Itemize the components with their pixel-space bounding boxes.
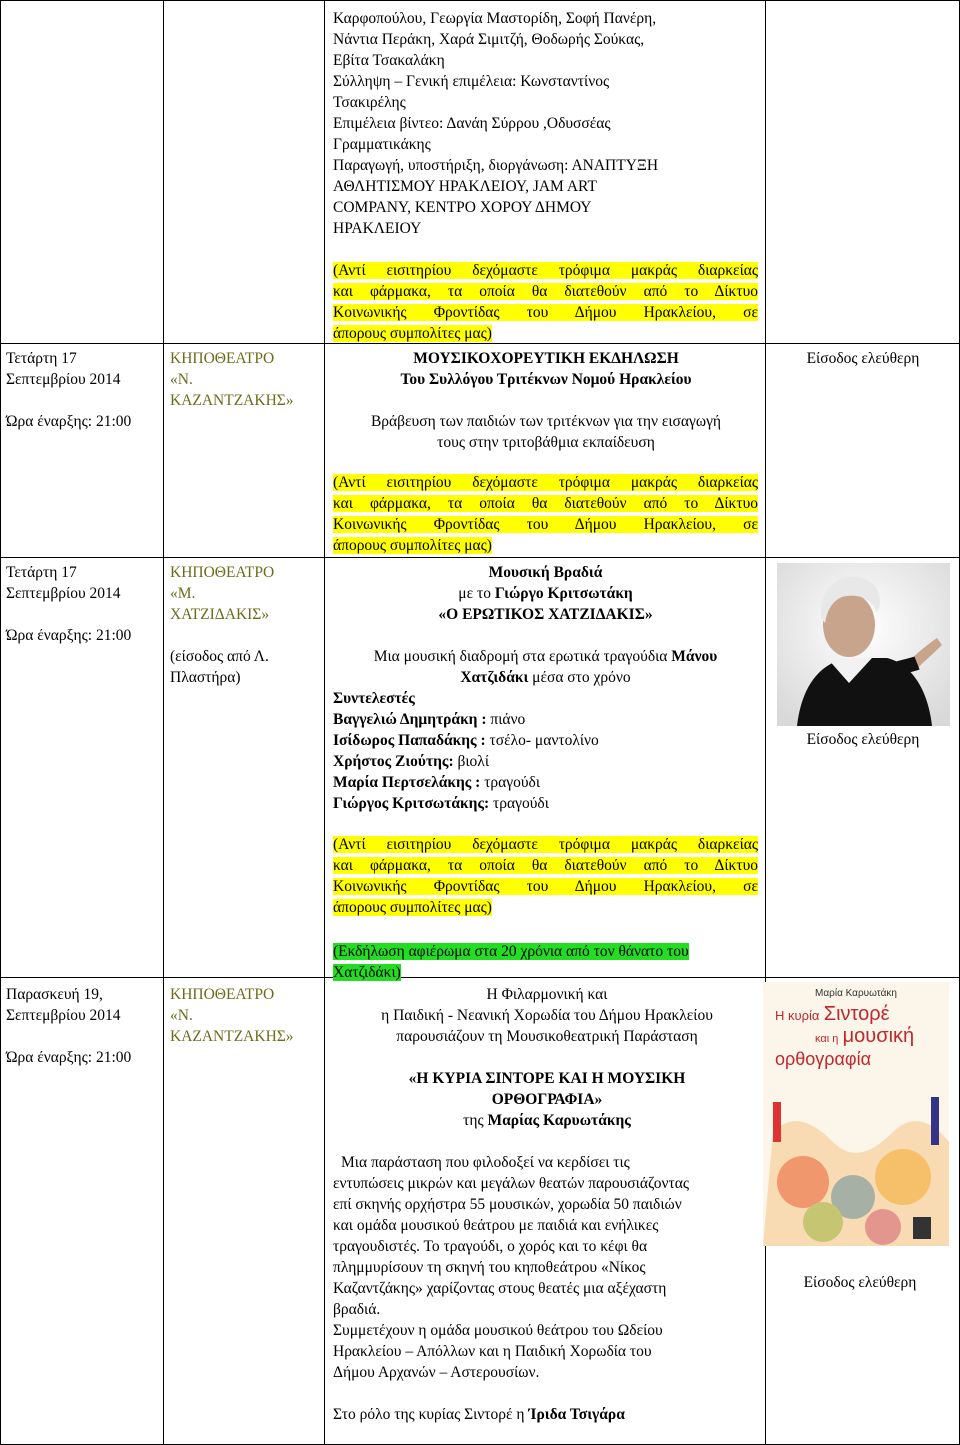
role-name: Ίριδα Τσιγάρα — [528, 1406, 625, 1423]
venue-line: «Ν. — [170, 371, 193, 388]
show-title-line: ΟΡΘΟΓΡΑΦΙΑ» — [491, 1091, 603, 1108]
intro-line: παρουσιάζουν τη Μουσικοθεατρική Παράσταση — [396, 1028, 698, 1045]
composer-last-name: Χατζιδάκι — [460, 669, 529, 686]
event2-date — [6, 562, 161, 646]
desc-line: επί σκηνής ορχήστρα 55 μουσικών, χορωδία 50 παιδιών — [333, 1196, 682, 1213]
venue-line: ΚΑΖΑΝΤΖΑΚΗΣ» — [170, 392, 294, 409]
event3-entry — [762, 1272, 958, 1293]
donation-line: (Αντί εισιτηρίου δεχόμαστε τρόφιμα μακράς διαρκείας — [333, 836, 758, 853]
event-desc-prefix: Μια μουσική διαδρομή στα ερωτικά τραγούδια — [373, 648, 668, 665]
date-line: Παρασκευή 19, — [6, 986, 103, 1003]
credit-name: Ισίδωρος Παπαδάκης : — [333, 732, 486, 749]
start-time: Ώρα έναρξης: 21:00 — [6, 627, 132, 644]
desc-line: Δήμου Αρχανών – Αστερουσίων. — [333, 1364, 540, 1381]
role-prefix: Στο ρόλο της κυρίας Σιντορέ η — [333, 1406, 525, 1423]
book-title-e: ορθογραφία — [775, 1049, 871, 1069]
book-author: Μαρία Καρυωτάκη — [815, 988, 897, 999]
desc-line: βραδιά. — [333, 1301, 381, 1318]
venue-note: (είσοδος από Λ. — [170, 648, 269, 665]
credits-line: Γραμματικάκης — [333, 136, 431, 153]
tribute-note — [333, 941, 758, 983]
event1-entry — [768, 348, 958, 369]
credit-role: τραγούδι — [480, 774, 541, 791]
credit-role: τσέλο- μαντολίνο — [485, 732, 599, 749]
donation-line: Κοινωνικής Φροντίδας του Δήμου Ηρακλείου, σε — [333, 516, 758, 533]
event-subtitle: Του Συλλόγου Τριτέκνων Νομού Ηρακλείου — [400, 371, 692, 388]
desc-line: Καζαντζάκης» χαρίζοντας στους θεατές μια αξέχαστη — [333, 1280, 667, 1297]
desc-line: πλημμυρίσουν τη σκηνή του κηποθεάτρου «Νίκος — [333, 1259, 646, 1276]
credit-name: Βαγγελιώ Δημητράκη : — [333, 711, 487, 728]
donation-notice — [333, 834, 758, 918]
intro-line: η Παιδική - Νεανική Χορωδία του Δήμου Ηρακλείου — [381, 1007, 713, 1024]
donation-line: και φάρμακα, τα οποία θα διατεθούν από το Δίκτυο — [333, 495, 758, 512]
entry-label: Είσοδος ελεύθερη — [806, 350, 920, 367]
credit-name: Χρήστος Ζιούτης: — [333, 753, 454, 770]
event2-venue — [170, 562, 322, 688]
credits-line: Σύλληψη – Γενική επιμέλεια: Κωνσταντίνος — [333, 73, 610, 90]
date-line: Σεπτεμβρίου 2014 — [6, 585, 121, 602]
show-title: «Ο ΕΡΩΤΙΚΟΣ ΧΑΤΖΙΔΑΚΙΣ» — [438, 606, 653, 623]
credits-line: Νάντια Περάκη, Χαρά Σιμιτζή, Θοδωρής Σούκας, — [333, 31, 645, 48]
credit-role: τραγούδι — [489, 795, 549, 812]
book-title-d: μουσική — [842, 1025, 915, 1047]
author-name: Μαρίας Καρυωτάκης — [487, 1112, 631, 1129]
event1-date — [6, 348, 161, 432]
credits-line: Καρφοπούλου, Γεωργία Μαστορίδη, Σοφή Πανέρη, — [333, 10, 657, 27]
desc-line: και ομάδα μουσικού θεάτρου με παιδιά και ενήλικες — [333, 1217, 659, 1234]
credits-line: Τσακιρέλης — [333, 94, 406, 111]
event-title: ΜΟΥΣΙΚΟΧΟΡΕΥΤΙΚΗ ΕΚΔΗΛΩΣΗ — [413, 350, 679, 367]
entry-label: Είσοδος ελεύθερη — [806, 731, 920, 748]
date-line: Σεπτεμβρίου 2014 — [6, 1007, 121, 1024]
credit-role: πιάνο — [486, 711, 526, 728]
donation-line: άπορους συμπολίτες μας) — [333, 537, 492, 554]
performer-name: Γιώργο Κριτσωτάκη — [494, 585, 633, 602]
donation-notice — [333, 260, 758, 344]
event1-venue — [170, 348, 322, 411]
credit-row — [333, 772, 758, 793]
start-time: Ώρα έναρξης: 21:00 — [6, 413, 132, 430]
venue-line: «Μ. — [170, 585, 196, 602]
desc-line: Μια παράσταση που φιλοδοξεί να κερδίσει τις — [341, 1154, 630, 1171]
book-title-a: Η κυρία — [775, 1008, 820, 1023]
credits-line: ΑΘΛΗΤΙΣΜΟΥ ΗΡΑΚΛΕΙΟΥ, JAM ART — [333, 178, 597, 195]
top-credits — [333, 8, 758, 239]
venue-line: ΚΗΠΟΘΕΑΤΡΟ — [170, 350, 275, 367]
donation-line: άπορους συμπολίτες μας) — [333, 899, 492, 916]
donation-line: άπορους συμπολίτες μας) — [333, 325, 492, 342]
venue-line: ΚΑΖΑΝΤΖΑΚΗΣ» — [170, 1028, 294, 1045]
start-time: Ώρα έναρξης: 21:00 — [6, 1049, 132, 1066]
credits-line: COMPANY, ΚΕΝΤΡΟ ΧΟΡΟΥ ΔΗΜΟΥ — [333, 199, 592, 216]
tribute-line: (Εκδήλωση αφιέρωμα στα 20 χρόνια από τον θάνατο του — [333, 943, 689, 960]
book-title-b: Σιντορέ — [823, 1003, 890, 1025]
donation-notice — [333, 472, 758, 556]
credit-row — [333, 751, 758, 772]
credit-name: Γιώργος Κριτσωτάκης: — [333, 795, 490, 812]
book-cover-image — [763, 982, 949, 1246]
date-line: Σεπτεμβρίου 2014 — [6, 371, 121, 388]
event-subtitle-prefix: με το — [458, 585, 491, 602]
event2-entry — [768, 729, 958, 750]
tribute-line: Χατζιδάκι) — [333, 964, 401, 981]
event-title: Μουσική Βραδιά — [488, 564, 603, 581]
venue-line: ΚΗΠΟΘΕΑΤΡΟ — [170, 986, 275, 1003]
credits-line: Παραγωγή, υποστήριξη, διοργάνωση: ΑΝΑΠΤΥΞΗ — [333, 157, 659, 174]
donation-line: Κοινωνικής Φροντίδας του Δήμου Ηρακλείου, σε — [333, 304, 758, 321]
donation-line: και φάρμακα, τα οποία θα διατεθούν από το Δίκτυο — [333, 857, 758, 874]
composer-first-name: Μάνου — [671, 648, 718, 665]
venue-line: ΚΗΠΟΘΕΑΤΡΟ — [170, 564, 275, 581]
venue-note: Πλαστήρα) — [170, 669, 241, 686]
credit-role: βιολί — [453, 753, 489, 770]
desc-line: Συμμετέχουν η ομάδα μουσικού θεάτρου του Ωδείου — [333, 1322, 663, 1339]
credit-row — [333, 730, 758, 751]
donation-line: (Αντί εισιτηρίου δεχόμαστε τρόφιμα μακράς διαρκείας — [333, 474, 758, 491]
date-line: Τετάρτη 17 — [6, 564, 77, 581]
event-desc-line: Βράβευση των παιδιών των τριτέκνων για την εισαγωγή — [370, 413, 722, 430]
credit-row — [333, 793, 758, 814]
donation-line: (Αντί εισιτηρίου δεχόμαστε τρόφιμα μακράς διαρκείας — [333, 262, 758, 279]
entry-label: Είσοδος ελεύθερη — [803, 1274, 917, 1291]
desc-line: εντυπώσεις μικρών και μεγάλων θεατών παρουσιάζοντας — [333, 1175, 690, 1192]
book-title-c: και η — [815, 1033, 839, 1045]
conductor-photo — [777, 563, 950, 726]
credits-line: Εβίτα Τσακαλάκη — [333, 52, 445, 69]
credits-heading: Συντελεστές — [333, 690, 415, 707]
credits-line: Επιμέλεια βίντεο: Δανάη Σύρρου ,Οδυσσέας — [333, 115, 611, 132]
intro-line: Η Φιλαρμονική και — [486, 986, 608, 1003]
desc-line: Ηρακλείου – Απόλλων και η Παιδική Χορωδία του — [333, 1343, 652, 1360]
book-title — [775, 1004, 914, 1071]
show-title-line: «Η ΚΥΡΙΑ ΣΙΝΤΟΡΕ ΚΑΙ Η ΜΟΥΣΙΚΗ — [408, 1070, 686, 1087]
credit-name: Μαρία Περτσελάκης : — [333, 774, 481, 791]
donation-line: και φάρμακα, τα οποία θα διατεθούν από το Δίκτυο — [333, 283, 758, 300]
donation-line: Κοινωνικής Φροντίδας του Δήμου Ηρακλείου, σε — [333, 878, 758, 895]
venue-line: ΧΑΤΖΙΔΑΚΙΣ» — [170, 606, 270, 623]
credit-row — [333, 709, 758, 730]
event3-description — [333, 984, 761, 1425]
event-desc-rest: μέσα στο χρόνο — [528, 669, 631, 686]
venue-line: «Ν. — [170, 1007, 193, 1024]
desc-line: τραγουδιστές. Το τραγούδι, ο χορός και το κέφι θα — [333, 1238, 648, 1255]
author-prefix: της — [463, 1112, 484, 1129]
event-desc-line: τους στην τριτοβάθμια εκπαίδευση — [437, 434, 655, 451]
event2-description — [333, 562, 758, 814]
event3-venue — [170, 984, 322, 1047]
event1-description — [330, 348, 762, 453]
event3-date — [6, 984, 161, 1068]
date-line: Τετάρτη 17 — [6, 350, 77, 367]
credits-line: ΗΡΑΚΛΕΙΟΥ — [333, 220, 422, 237]
